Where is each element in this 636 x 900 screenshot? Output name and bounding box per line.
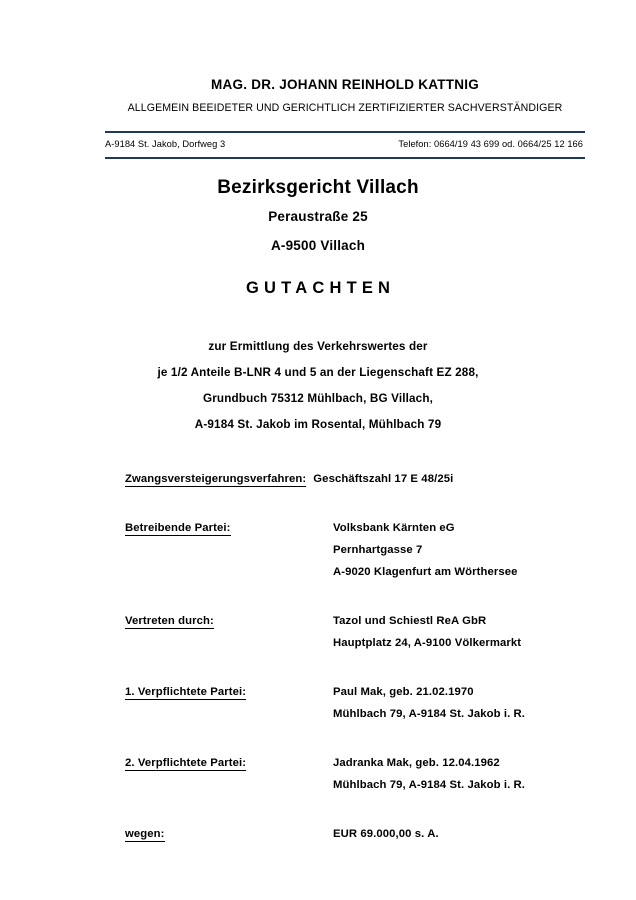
letterhead [105, 76, 585, 116]
purpose-line: je 1/2 Anteile B-LNR 4 und 5 an der Liegenschaft EZ 288, [157, 366, 479, 379]
debtor-2-line: Mühlbach 79, A-9184 St. Jakob i. R. [333, 779, 526, 791]
representative-line: Tazol und Schiestl ReA GbR [333, 615, 487, 627]
letterhead-rule-top [105, 131, 585, 133]
representative-line: Hauptplatz 24, A-9100 Völkermarkt [333, 637, 522, 649]
creditor-line: A-9020 Klagenfurt am Wörthersee [333, 566, 518, 578]
debtor-1-label [125, 681, 333, 703]
expert-qualification: ALLGEMEIN BEEIDETER UND GERICHTLICH ZERTIFIZIERTER SACHVERSTÄNDIGER [127, 102, 563, 114]
amount-label-text: wegen: [125, 828, 165, 840]
case-row-debtor-1 [125, 681, 585, 725]
contact-row [105, 137, 585, 151]
case-details [125, 468, 585, 845]
representative-label [125, 610, 333, 632]
case-row-amount [125, 823, 585, 845]
letterhead-rule-bottom [105, 157, 585, 159]
case-row-proceeding [125, 468, 585, 490]
debtor-1-line: Paul Mak, geb. 21.02.1970 [333, 686, 474, 698]
creditor-label-text: Betreibende Partei: [125, 522, 231, 534]
debtor-1-values [333, 681, 585, 725]
creditor-values [333, 517, 585, 583]
amount-values [333, 823, 585, 845]
proceeding-values [313, 468, 585, 490]
expert-name: MAG. DR. JOHANN REINHOLD KATTNIG [211, 77, 479, 92]
court-name: Bezirksgericht Villach [217, 177, 419, 198]
amount-label [125, 823, 333, 845]
court-address-block [0, 174, 636, 260]
expert-phone: Telefon: 0664/19 43 699 od. 0664/25 12 166 [398, 139, 583, 149]
debtor-1-label-text: 1. Verpflichtete Partei: [125, 686, 247, 698]
debtor-2-values [333, 752, 585, 796]
creditor-label [125, 517, 333, 539]
creditor-line: Pernhartgasse 7 [333, 544, 423, 556]
case-row-debtor-2 [125, 752, 585, 796]
court-city: A-9500 Villach [270, 238, 366, 253]
purpose-line: zur Ermittlung des Verkehrswertes der [208, 340, 428, 353]
case-row-creditor [125, 517, 585, 583]
proceeding-label [125, 468, 313, 490]
representative-label-text: Vertreten durch: [125, 615, 214, 627]
page-title: GUTACHTEN [246, 279, 396, 297]
proceeding-case-number: Geschäftszahl 17 E 48/25i [313, 473, 454, 485]
proceeding-label-text: Zwangsversteigerungsverfahren: [125, 473, 307, 485]
purpose-line: A-9184 St. Jakob im Rosental, Mühlbach 79 [194, 418, 442, 431]
debtor-1-line: Mühlbach 79, A-9184 St. Jakob i. R. [333, 708, 526, 720]
debtor-2-line: Jadranka Mak, geb. 12.04.1962 [333, 757, 500, 769]
expert-address: A-9184 St. Jakob, Dorfweg 3 [105, 139, 226, 149]
creditor-line: Volksbank Kärnten eG [333, 522, 455, 534]
case-row-representative [125, 610, 585, 654]
court-street: Peraustraße 25 [268, 209, 368, 224]
claim-amount: EUR 69.000,00 s. A. [333, 828, 439, 840]
debtor-2-label-text: 2. Verpflichtete Partei: [125, 757, 247, 769]
purpose-block [0, 334, 636, 438]
representative-values [333, 610, 585, 654]
debtor-2-label [125, 752, 333, 774]
purpose-line: Grundbuch 75312 Mühlbach, BG Villach, [202, 392, 434, 405]
